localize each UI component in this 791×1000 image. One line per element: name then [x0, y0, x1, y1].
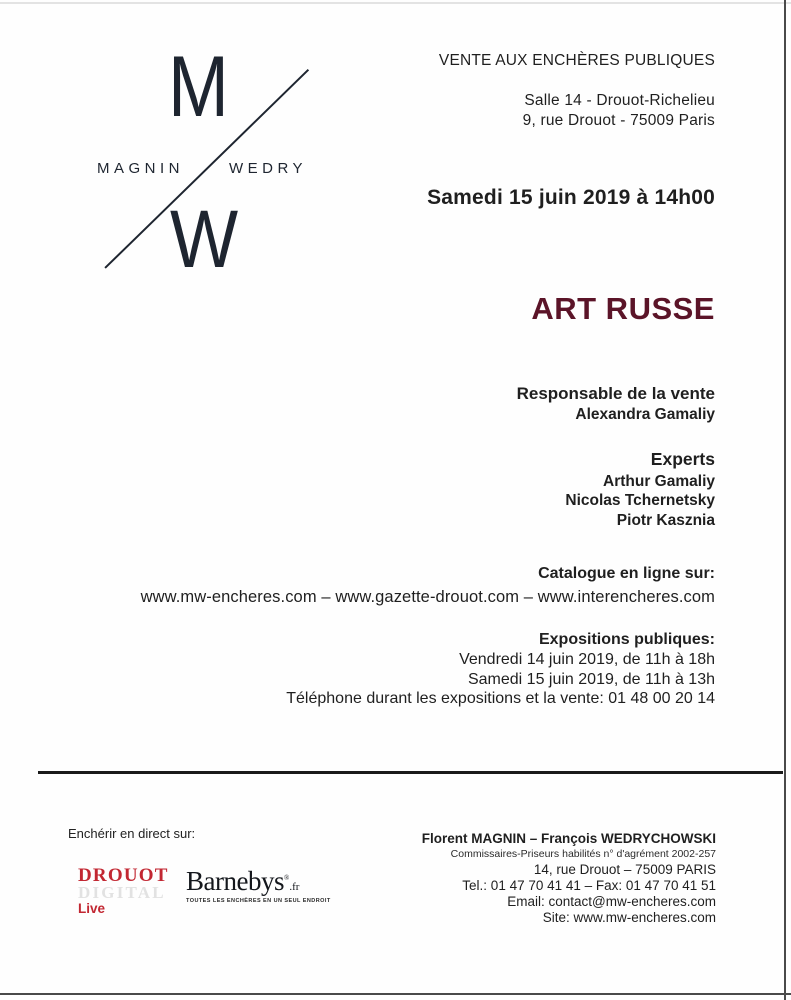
venue-street: 9, rue Drouot - 75009 Paris [522, 112, 715, 129]
registered-mark-icon: ® [283, 874, 290, 882]
barnebys-logo [186, 868, 331, 905]
barnebys-tagline: TOUTES LES ENCHÈRES EN UN SEUL ENDROIT [186, 898, 331, 904]
catalogue-urls: www.mw-encheres.com – www.gazette-drouot.com – www.interencheres.com [140, 588, 715, 606]
drouot-logo-word: DROUOT [78, 865, 169, 886]
logo-letter-w: W [170, 194, 239, 285]
footer-divider-rule [38, 771, 783, 774]
auctioneer-license: Commissaires-Priseurs habilités n° d'agrément 2002-257 [450, 848, 716, 860]
expositions-block [286, 629, 715, 709]
expert-name: Arthur Gamaliy [603, 473, 715, 490]
experts-heading: Experts [650, 449, 715, 469]
expert-name: Piotr Kasznia [616, 511, 715, 529]
expositions-heading: Expositions publiques: [538, 631, 715, 648]
page-edge-bottom [0, 993, 791, 995]
page-edge-right [784, 0, 786, 1000]
barnebys-wordmark: Barnebys [186, 866, 284, 896]
contact-address: 14, rue Drouot – 75009 PARIS [533, 862, 716, 877]
auctioneer-names: Florent MAGNIN – François WEDRYCHOWSKI [421, 831, 716, 846]
drouot-live-word: Live [78, 901, 106, 916]
expositions-phone: Téléphone durant les expositions et la vente: 01 48 00 20 14 [286, 690, 715, 707]
logo-name-wedry: WEDRY [229, 160, 308, 177]
contact-email: Email: contact@mw-encheres.com [507, 894, 716, 909]
responsable-block [517, 383, 715, 424]
responsable-heading: Responsable de la vente [516, 384, 715, 403]
drouot-digital-word: DIGITAL [78, 883, 166, 902]
sale-type-heading: VENTE AUX ENCHÈRES PUBLIQUES [438, 52, 715, 69]
barnebys-tld: .fr [289, 881, 300, 893]
expert-name: Nicolas Tchernetsky [565, 492, 715, 510]
drouot-digital-live-logo [78, 866, 169, 916]
logo-letter-m: M [168, 39, 229, 135]
logo-name-magnin: MAGNIN [97, 160, 184, 177]
catalogue-heading: Catalogue en ligne sur: [538, 565, 715, 582]
sale-title: ART RUSSE [531, 291, 715, 326]
contact-tel-fax: Tel.: 01 47 70 41 41 – Fax: 01 47 70 41 51 [462, 878, 716, 893]
venue-address [523, 91, 715, 131]
barnebys-wordmark-line [186, 868, 331, 895]
exposition-date: Vendredi 14 juin 2019, de 11h à 18h [459, 651, 715, 668]
magnin-wedry-logo [0, 0, 360, 300]
venue-room: Salle 14 - Drouot-Richelieu [524, 92, 715, 109]
responsable-name: Alexandra Gamaliy [575, 406, 715, 423]
auctioneer-contact-block [422, 830, 716, 926]
contact-site: Site: www.mw-encheres.com [542, 910, 716, 925]
sale-date: Samedi 15 juin 2019 à 14h00 [427, 186, 715, 209]
bid-live-label: Enchérir en direct sur: [68, 826, 196, 841]
exposition-date: Samedi 15 juin 2019, de 11h à 13h [467, 670, 715, 688]
experts-block [565, 447, 715, 530]
